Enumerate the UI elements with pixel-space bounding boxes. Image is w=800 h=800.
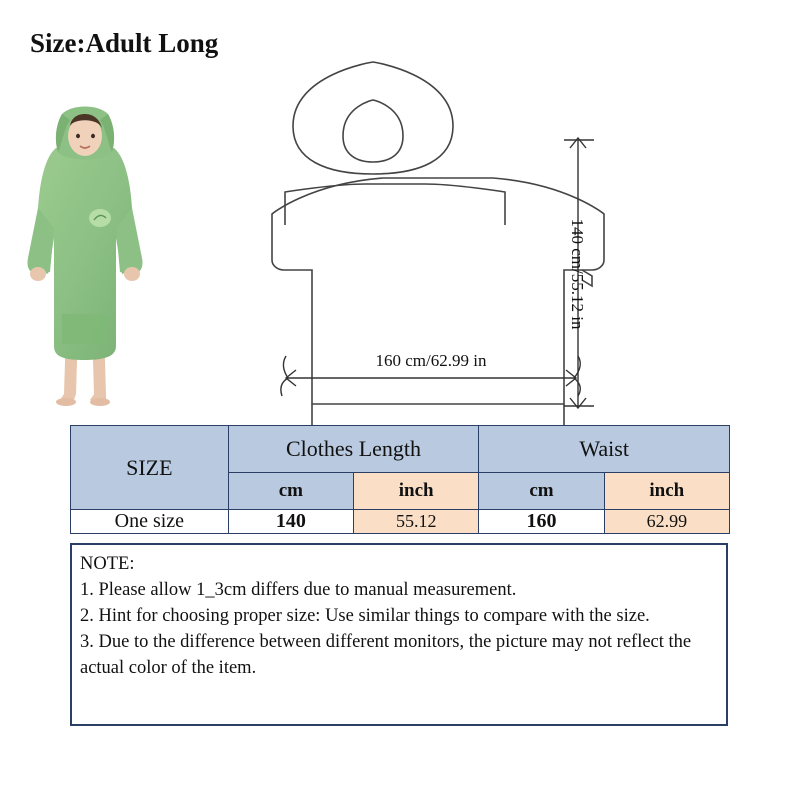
cell-size-value: One size (71, 510, 229, 534)
cell-waist-inch: 62.99 (604, 510, 729, 534)
page-title: Size:Adult Long (30, 28, 219, 58)
subheader-length-cm: cm (228, 473, 353, 510)
note-heading: NOTE: (80, 554, 135, 574)
header-clothes-length: Clothes Length (228, 426, 479, 473)
diagram-height-label: 140 cm/55.12 in (568, 218, 587, 330)
note-box (70, 543, 728, 726)
note-line-1: 1. Please allow 1_3cm differs due to manual measurement. (80, 580, 517, 600)
model-photo (18, 78, 158, 428)
note-line-3: 3. Due to the difference between different monitors, the picture may not reflect the actual color of the item. (80, 632, 692, 678)
cell-length-inch: 55.12 (354, 510, 479, 534)
cell-length-cm: 140 (228, 510, 353, 534)
header-waist: Waist (479, 426, 730, 473)
header-size: SIZE (71, 426, 229, 510)
cell-waist-cm: 160 (479, 510, 604, 534)
size-table (70, 425, 730, 534)
subheader-waist-cm: cm (479, 473, 604, 510)
garment-measurement-diagram (170, 48, 690, 428)
table-header-row (71, 426, 730, 473)
table-row (71, 510, 730, 534)
subheader-waist-inch: inch (604, 473, 729, 510)
subheader-length-inch: inch (354, 473, 479, 510)
note-line-2: 2. Hint for choosing proper size: Use similar things to compare with the size. (80, 606, 650, 626)
diagram-width-label: 160 cm/62.99 in (375, 351, 487, 370)
